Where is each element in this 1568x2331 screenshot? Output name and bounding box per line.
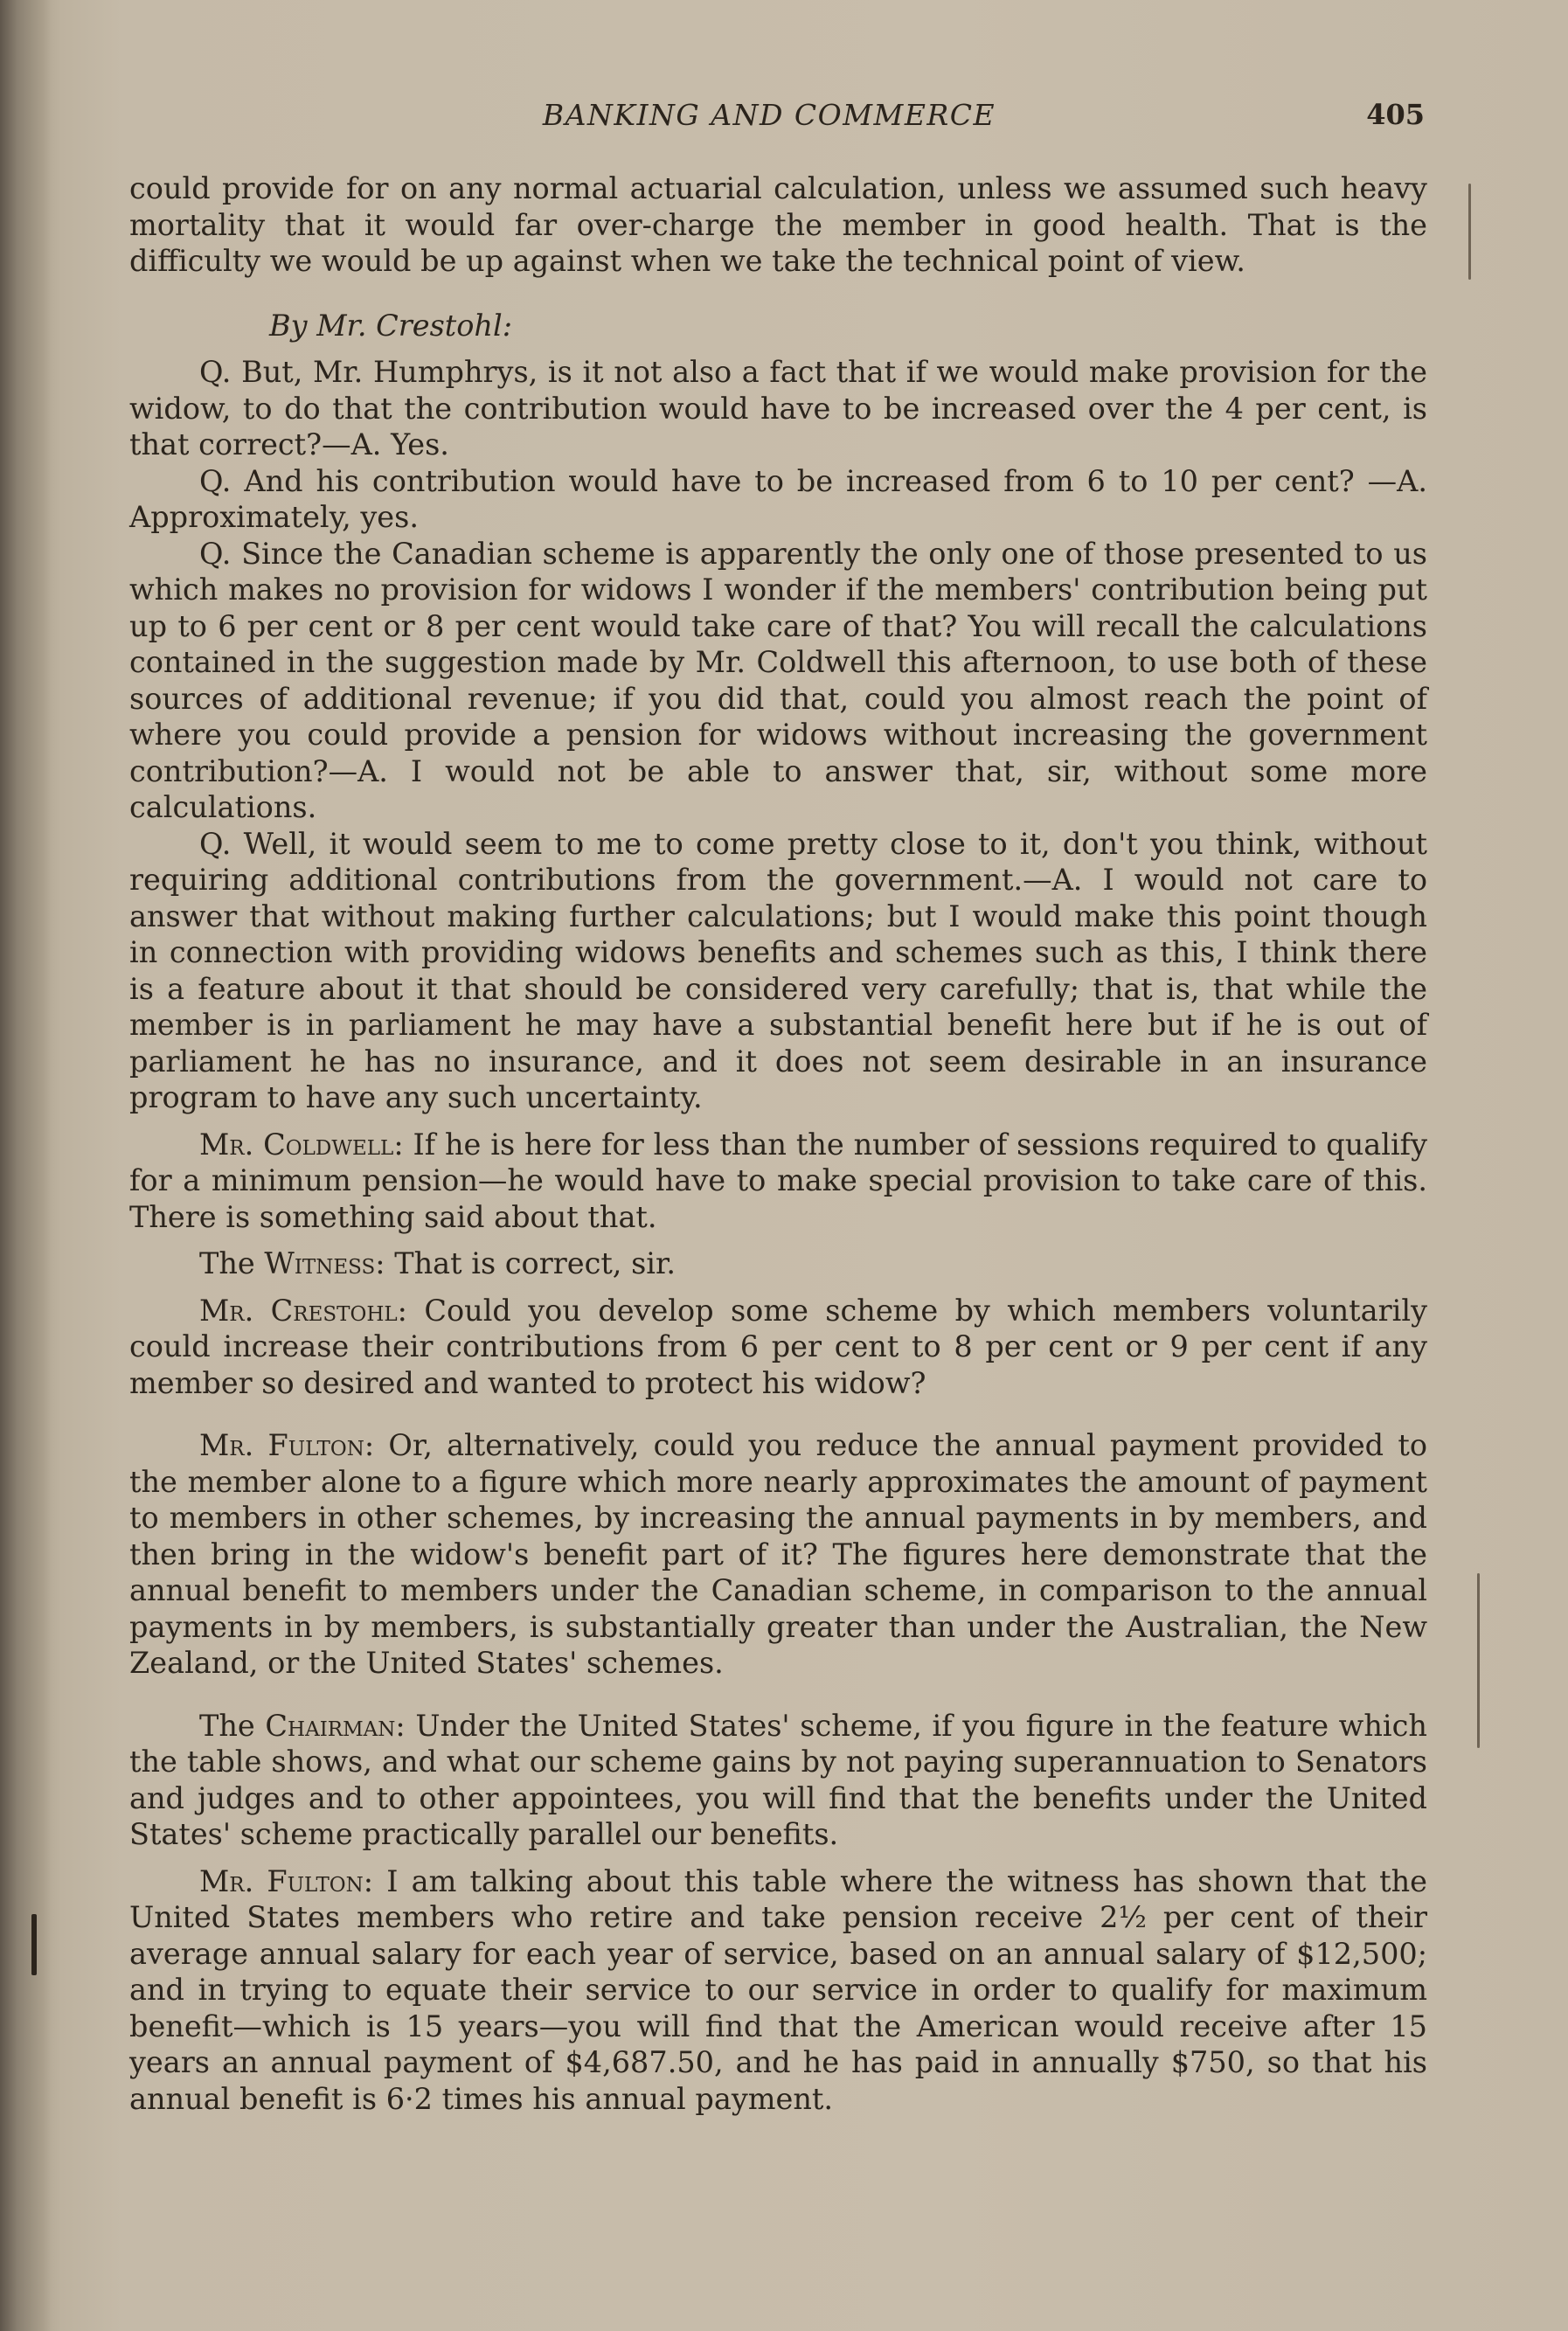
speaker-fulton: Mr. Fulton:: [199, 1863, 374, 1898]
statement-text: Under the United States' scheme, if you figure in the feature which the table shows, and what our scheme gains by not paying superannuation to Senators and judges and to other appointees, you will find that the benefits under the United States' scheme practically parallel our benefits.: [129, 1708, 1427, 1851]
margin-pencil-mark: [1477, 1573, 1480, 1748]
speaker-chairman: Chairman:: [265, 1708, 406, 1743]
examiner-byline: By Mr. Crestohl:: [269, 308, 512, 343]
statement-text: If he is here for less than the number of sessions required to qualify for a minimum pension—he would have to make special provision to take care of this. There is something said about that.: [129, 1127, 1427, 1234]
margin-pencil-mark: [1468, 184, 1471, 280]
page-body: [129, 170, 1427, 2117]
question-government-contribution: Q. Well, it would seem to me to come pretty close to it, don't you think, without requiring additional contributions from the government.—A. I would not care to answer that without making further calculations; but I would make this point though in connection with providing widows benefits and schemes such as this, I think there is a feature about it that should be considered very carefully; that is, that while the member is in parliament he may have a substantial benefit here but if he is out of parliament he has no insurance, and it does not seem desirable in an insurance program to have any such uncertainty.: [129, 826, 1427, 1114]
paragraph-continuation: could provide for on any normal actuarial calculation, unless we assumed such heavy mortality that it would far over-charge the member in good health. That is the difficulty we would be up against when we take the technical point of view.: [129, 171, 1427, 278]
page-header: [131, 98, 1425, 133]
margin-ink-mark: [31, 1914, 37, 1975]
statement-chairman: [129, 1708, 1427, 1853]
running-head: BANKING AND COMMERCE: [542, 98, 996, 132]
statement-text: Could you develop some scheme by which members voluntarily could increase their contributions from 6 per cent to 8 per cent or 9 per cent if any member so desired and wanted to protect his widow?: [129, 1293, 1427, 1400]
speaker-crestohl: Mr. Crestohl:: [199, 1293, 407, 1328]
statement-text: That is correct, sir.: [385, 1246, 676, 1280]
question-humphrys-widow: Q. But, Mr. Humphrys, is it not also a fact that if we would make provision for the widow, to do that the contribution would have to be increased over the 4 per cent, is that correct?—A. Yes.: [129, 355, 1427, 461]
speaker-witness: Witness:: [264, 1246, 385, 1280]
question-canadian-scheme: Q. Since the Canadian scheme is apparently the only one of those presented to us which makes no provision for widows I wonder if the members' contribution being put up to 6 per cent or 8 per cent would take care of that? You will recall the calculations contained in the suggestion made by Mr. Coldwell this afternoon, to use both of these sources of additional revenue; if you did that, could you almost reach the point of where you could provide a pension for widows without increasing the government contribution?—A. I would not be able to answer that, sir, without some more calculations.: [129, 536, 1427, 824]
statement-witness: [129, 1245, 1427, 1282]
speaker-prefix: The: [199, 1708, 266, 1743]
statement-text: Or, alternatively, could you reduce the annual payment provided to the member alone to a figure which more nearly approximates the amount of payment to members in other schemes, by increasing the annual payments in by members, and then bring in the widow's benefit part of it? The figures here demonstrate that the annual benefit to members under the Canadian scheme, in comparison to the annual payments in by members, is substantially greater than under the Australian, the New Zealand, or the United States' schemes.: [129, 1428, 1427, 1680]
statement-coldwell: [129, 1127, 1427, 1236]
book-spine-shadow: [0, 0, 51, 2331]
statement-fulton-second: [129, 1863, 1427, 2118]
statement-text: I am talking about this table where the witness has shown that the United States members who retire and take pension receive 2½ per cent of their average annual salary for each year of service, based on an annual salary of $12,500; and in trying to equate their service to our service in order to qualify for maximum benefit—which is 15 years—you will find that the American would receive after 15 years an annual payment of $4,687.50, and he has paid in annually $750, so that his annual benefit is 6·2 times his annual payment.: [129, 1863, 1427, 2116]
question-contribution-increase: Q. And his contribution would have to be increased from 6 to 10 per cent? —A. Approximately, yes.: [129, 463, 1427, 534]
statement-crestohl: [129, 1293, 1427, 1402]
page-number: 405: [1366, 98, 1425, 131]
speaker-prefix: The: [199, 1246, 265, 1280]
speaker-fulton: Mr. Fulton:: [199, 1428, 375, 1462]
speaker-coldwell: Mr. Coldwell:: [199, 1127, 404, 1162]
statement-fulton-first: [129, 1427, 1427, 1682]
